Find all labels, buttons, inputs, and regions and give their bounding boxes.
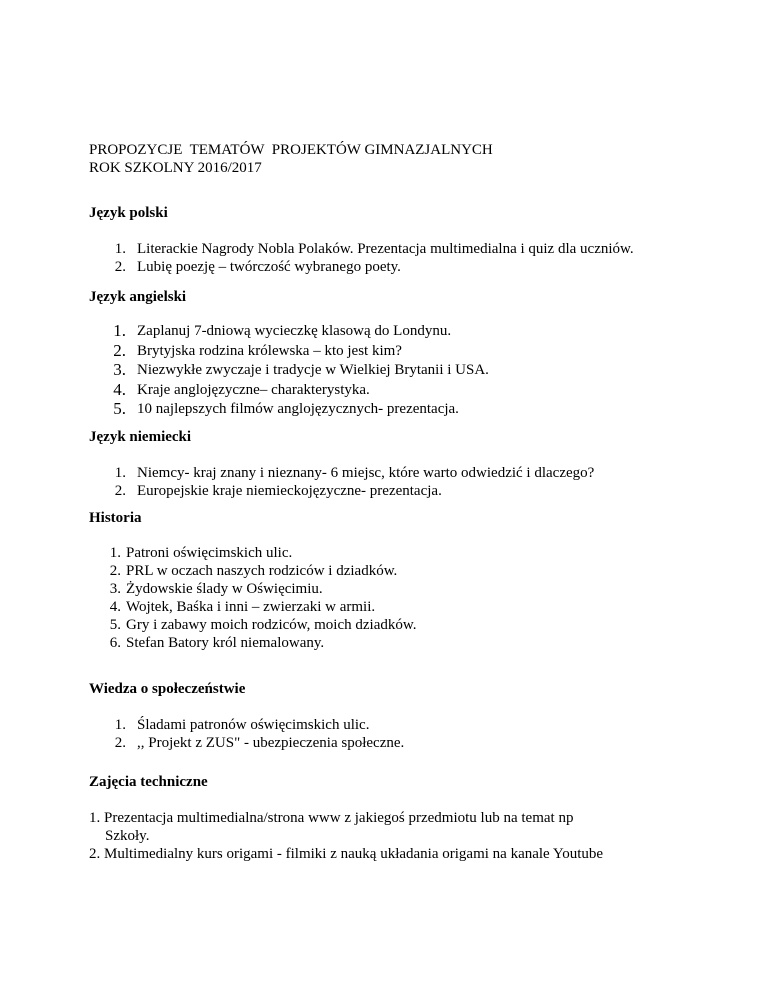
- item-text: Zaplanuj 7-dniową wycieczkę klasową do Londynu.: [137, 323, 452, 339]
- item-number: 5.: [113, 399, 126, 418]
- item-text: Niezwykłe zwyczaje i tradycje w Wielkiej Brytanii i USA.: [137, 362, 489, 378]
- item-number: 1.: [109, 545, 121, 561]
- doc-title-line-2: ROK SZKOLNY 2016/2017: [89, 160, 262, 176]
- item-number: 3.: [109, 581, 121, 597]
- item-text: Literackie Nagrody Nobla Polaków. Prezentacja multimedialna i quiz dla uczniów.: [137, 241, 634, 257]
- section-heading-wos: Wiedza o społeczeństwie: [89, 681, 246, 697]
- item-text: Stefan Batory król niemalowany.: [126, 635, 325, 651]
- item-text: 10 najlepszych filmów anglojęzycznych- prezentacja.: [137, 401, 459, 417]
- list-techniczne: [89, 809, 689, 863]
- item-number: 2.: [109, 563, 121, 579]
- list-item: 1. Prezentacja multimedialna/strona www z jakiegoś przedmiotu lub na temat np: [89, 810, 574, 826]
- item-text: Wojtek, Baśka i inni – zwierzaki w armii.: [126, 599, 376, 615]
- item-text: Patroni oświęcimskich ulic.: [126, 545, 293, 561]
- item-text: Gry i zabawy moich rodziców, moich dziadków.: [126, 617, 417, 633]
- item-number: 1.: [113, 321, 126, 340]
- item-text: Żydowskie ślady w Oświęcimiu.: [126, 581, 323, 597]
- section-heading-polski: Język polski: [89, 205, 168, 221]
- list-item-continuation: Szkoły.: [105, 828, 150, 844]
- item-text: Niemcy- kraj znany i nieznany- 6 miejsc, które warto odwiedzić i dlaczego?: [137, 465, 595, 481]
- item-number: 4.: [113, 379, 126, 399]
- section-heading-techniczne: Zajęcia techniczne: [89, 774, 208, 790]
- section-heading-angielski: Język angielski: [89, 289, 187, 305]
- item-number: 4.: [109, 599, 121, 615]
- item-number: 2.: [114, 259, 126, 275]
- doc-title-line-1: PROPOZYCJE TEMATÓW PROJEKTÓW GIMNAZJALNYCH: [89, 142, 493, 158]
- item-text: Kraje anglojęzyczne– charakterystyka.: [137, 381, 370, 398]
- section-heading-niemiecki: Język niemiecki: [89, 429, 192, 445]
- item-text: Europejskie kraje niemieckojęzyczne- prezentacja.: [137, 483, 442, 499]
- item-number: 3.: [113, 360, 126, 379]
- item-number: 6.: [109, 635, 121, 651]
- item-number: 2.: [113, 340, 126, 360]
- list-item: 2. Multimedialny kurs origami - filmiki z nauką układania origami na kanale Youtube: [89, 846, 604, 862]
- item-text: ,, Projekt z ZUS" - ubezpieczenia społeczne.: [137, 735, 405, 751]
- item-number: 2.: [114, 483, 126, 499]
- item-number: 5.: [109, 617, 121, 633]
- item-text: PRL w oczach naszych rodziców i dziadków.: [126, 563, 398, 579]
- item-number: 1.: [114, 717, 126, 733]
- item-text: Brytyjska rodzina królewska – kto jest kim?: [137, 342, 402, 359]
- item-text: Śladami patronów oświęcimskich ulic.: [137, 717, 370, 733]
- item-number: 1.: [114, 241, 126, 257]
- item-number: 1.: [114, 465, 126, 481]
- item-number: 2.: [114, 735, 126, 751]
- section-heading-historia: Historia: [89, 510, 142, 526]
- item-text: Lubię poezję – twórczość wybranego poety.: [137, 259, 401, 275]
